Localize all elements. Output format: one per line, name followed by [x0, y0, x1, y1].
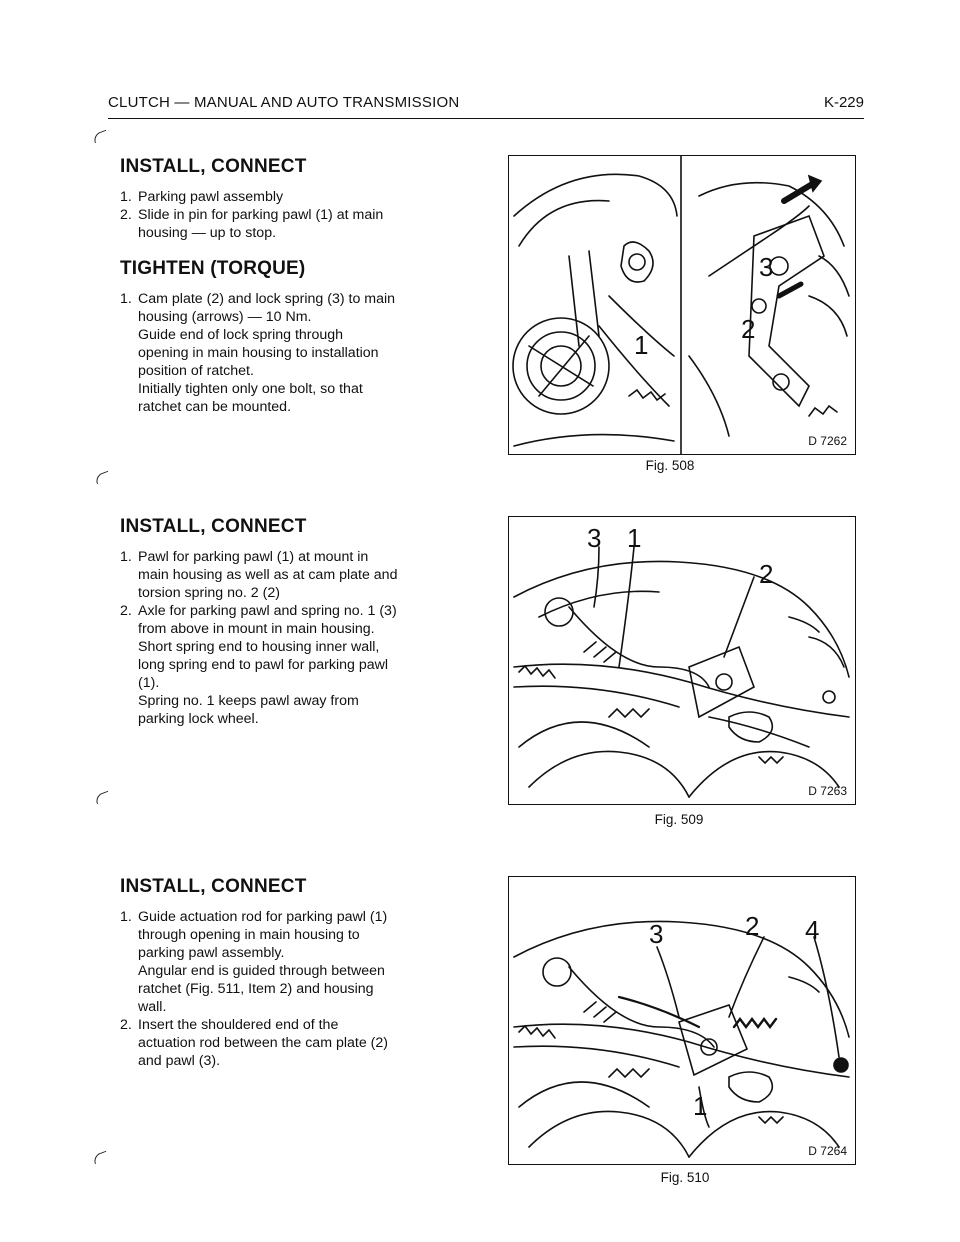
- section-title: INSTALL, CONNECT: [120, 156, 307, 177]
- callout-3: 3: [759, 252, 774, 282]
- margin-mark: [92, 1151, 109, 1165]
- figure-caption: Fig. 510: [660, 1170, 710, 1185]
- drawing-code: D 7263: [808, 784, 847, 798]
- section-title: INSTALL, CONNECT: [120, 876, 307, 897]
- margin-mark: [92, 130, 109, 144]
- figure-509-illustration: [509, 517, 855, 804]
- page-number: K-229: [823, 94, 864, 111]
- margin-mark: [94, 471, 111, 485]
- instruction-list: [120, 908, 465, 1070]
- drawing-code: D 7264: [808, 1144, 847, 1158]
- callout-3: 3: [649, 919, 664, 949]
- drawing-code: D 7262: [808, 434, 847, 448]
- figure-caption: Fig. 509: [654, 812, 704, 827]
- figure-510: [508, 876, 856, 1165]
- list-item: 1. Parking pawl assembly: [120, 189, 284, 205]
- list-item: 1. Pawl for parking pawl (1) at mount in main housing as well as at cam plate and torsion spring no. 2 (2): [120, 549, 398, 601]
- figure-508: [508, 155, 856, 455]
- section-title: INSTALL, CONNECT: [120, 516, 307, 537]
- figure-510-illustration: [509, 877, 855, 1164]
- figure-caption: Fig. 508: [645, 458, 695, 473]
- callout-1: 1: [693, 1091, 708, 1121]
- page-header: [108, 92, 864, 119]
- callout-1: 1: [627, 523, 642, 553]
- callout-4: 4: [805, 915, 820, 945]
- list-item: 2. Slide in pin for parking pawl (1) at main housing — up to stop.: [120, 207, 384, 241]
- instruction-list: [120, 188, 465, 242]
- torque-list: [120, 290, 465, 416]
- list-item: 1. Guide actuation rod for parking pawl (1) through opening in main housing to parking pawl assembly. Angular end is guided through between ratchet (Fig. 511, Item 2) and housing wall.: [120, 909, 388, 1015]
- section-install-connect-2: [120, 516, 465, 728]
- callout-2: 2: [745, 911, 760, 941]
- section-install-connect-1: [120, 156, 465, 416]
- instruction-list: [120, 548, 465, 728]
- callout-1: 1: [634, 330, 649, 360]
- callout-3: 3: [587, 523, 602, 553]
- figure-508-illustration: [509, 156, 855, 454]
- section-install-connect-3: [120, 876, 465, 1070]
- chapter-title: CLUTCH — MANUAL AND AUTO TRANSMISSION: [108, 94, 460, 111]
- list-item: 2. Insert the shouldered end of the actuation rod between the cam plate (2) and pawl (3).: [120, 1017, 389, 1069]
- figure-509: [508, 516, 856, 805]
- section-subtitle: TIGHTEN (TORQUE): [120, 258, 306, 279]
- list-item: 1. Cam plate (2) and lock spring (3) to main housing (arrows) — 10 Nm. Guide end of lock spring through opening in main housing to installation position of ratchet. Initially tighten only one bolt, so that ratchet can be mounted.: [120, 291, 396, 415]
- callout-2: 2: [741, 314, 756, 344]
- margin-mark: [94, 791, 111, 805]
- callout-2: 2: [759, 559, 774, 589]
- list-item: 2. Axle for parking pawl and spring no. 1 (3) from above in mount in main housing. Short spring end to housing inner wall, long spring end to pawl for parking pawl (1). Spring no. 1 keeps pawl away from parking lock wheel.: [120, 603, 397, 727]
